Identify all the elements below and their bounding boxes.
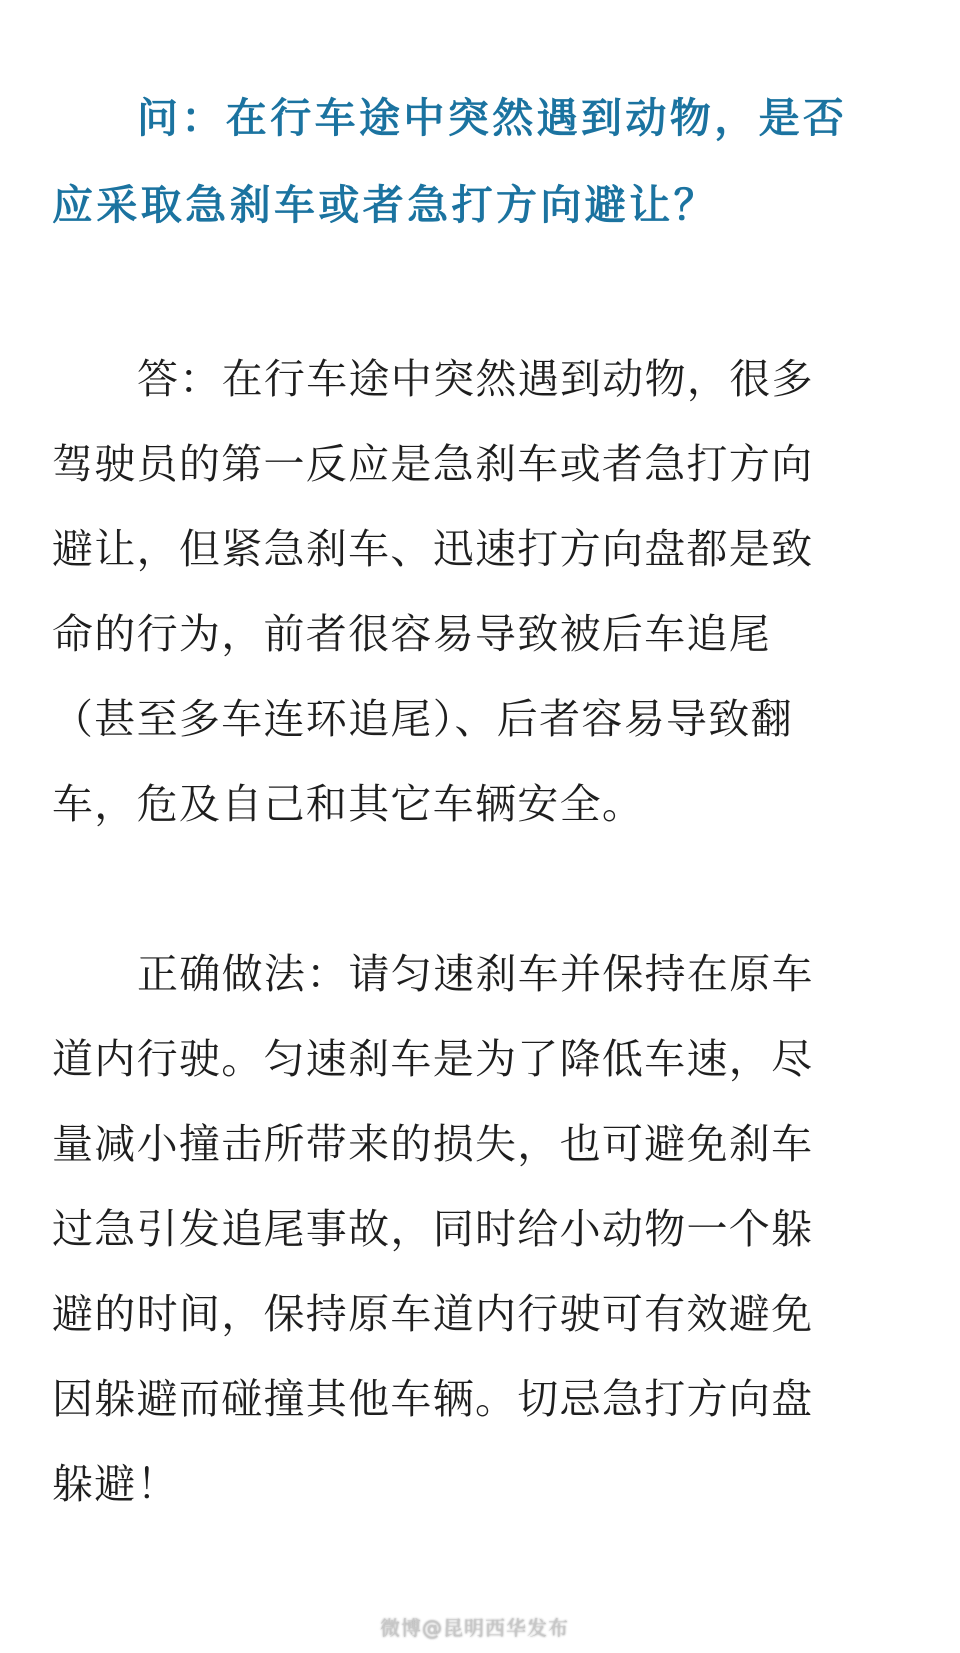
watermark: 微博@昆明西华发布 (380, 1616, 569, 1640)
answer-line: 命的行为，前者很容易导致被后车追尾 (52, 610, 772, 658)
answer-paragraph (52, 337, 872, 847)
method-line: 躲避！ (52, 1460, 179, 1508)
answer-line: 车，危及自己和其它车辆安全。 (52, 780, 645, 828)
method-line: 正确做法：请匀速刹车并保持在原车 (137, 950, 814, 998)
correct-method-paragraph (52, 932, 872, 1527)
question-line: 应采取急刹车或者急打方向避让？ (52, 181, 718, 229)
answer-line: 答：在行车途中突然遇到动物，很多 (137, 355, 814, 403)
question-line: 问：在行车途中突然遇到动物，是否 (137, 94, 848, 142)
method-line: 过急引发追尾事故，同时给小动物一个躲 (52, 1205, 814, 1253)
method-line: 避的时间，保持原车道内行驶可有效避免 (52, 1290, 814, 1338)
answer-line: （甚至多车连环追尾）、后者容易导致翻 (52, 695, 793, 743)
answer-line: 驾驶员的第一反应是急刹车或者急打方向 (52, 440, 814, 488)
answer-line: 避让，但紧急刹车、迅速打方向盘都是致 (52, 525, 814, 573)
method-line: 量减小撞击所带来的损失，也可避免刹车 (52, 1120, 814, 1168)
method-line: 因躲避而碰撞其他车辆。切忌急打方向盘 (52, 1375, 814, 1423)
method-line: 道内行驶。匀速刹车是为了降低车速，尽 (52, 1035, 814, 1083)
question-heading (52, 75, 872, 249)
